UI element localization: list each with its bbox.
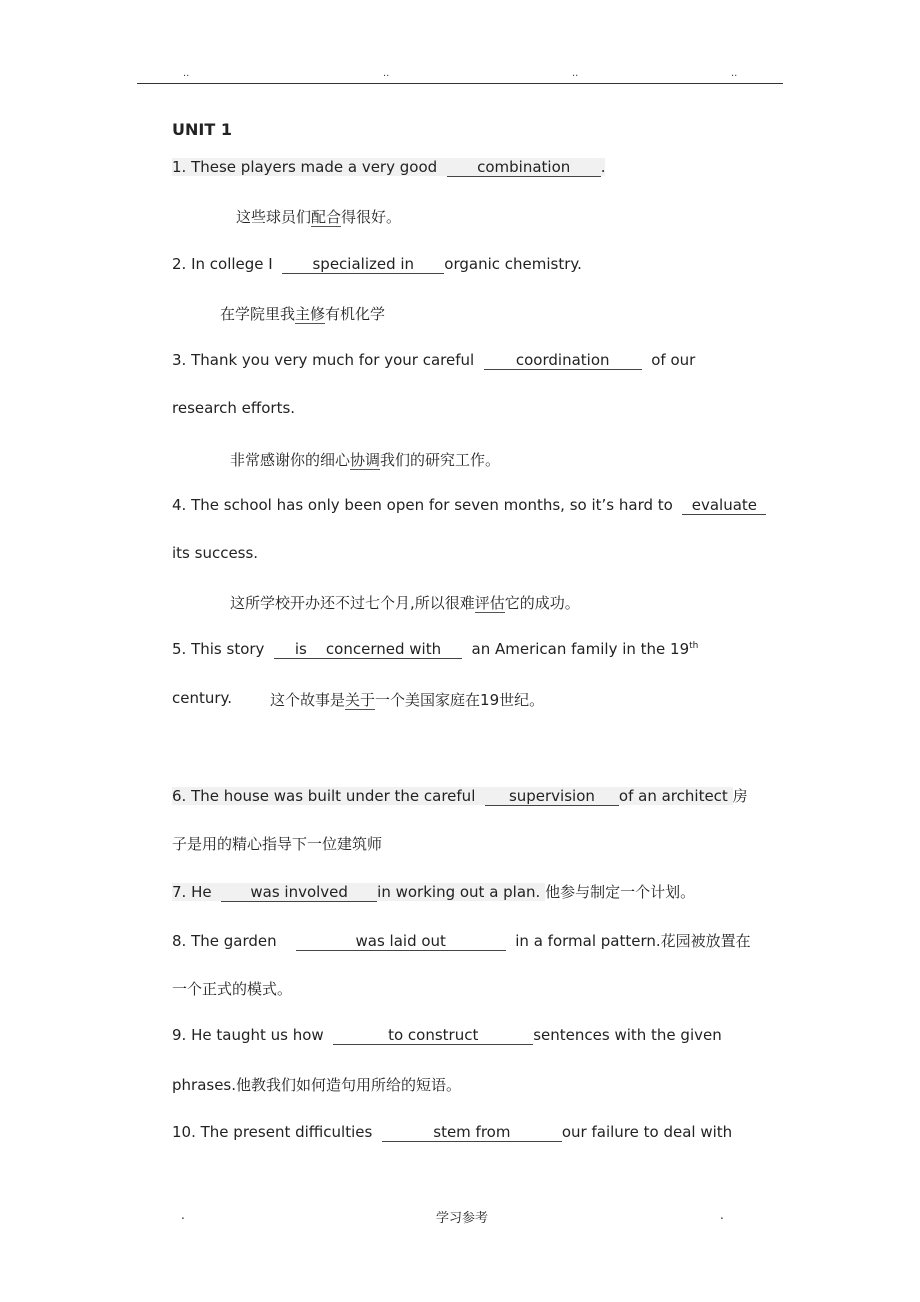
item-text-post: of our — [651, 351, 696, 369]
item-text-post: organic chemistry. — [444, 255, 582, 273]
header-rule — [137, 83, 783, 84]
item-number: 10. — [172, 1123, 196, 1141]
item-number: 8. — [172, 932, 187, 950]
answer-blank: combination — [447, 159, 601, 177]
exercise-item-7 — [172, 881, 695, 902]
item-number: 4. — [172, 496, 187, 514]
translation-key-term: 主修 — [295, 305, 326, 323]
answer-blank: stem from — [382, 1124, 562, 1142]
footer-dot: . — [720, 1208, 724, 1222]
item-text-pre: The garden — [191, 932, 277, 950]
exercise-item-5 — [172, 640, 698, 659]
translation-inline: 房 — [732, 787, 748, 805]
header-dot: .. — [731, 68, 738, 79]
header-dot: .. — [183, 68, 190, 79]
translation-2: 在学院里我主修有机化学 — [220, 305, 386, 323]
item-text-post: in working out a plan. — [377, 883, 541, 901]
answer-blank: evaluate — [682, 497, 766, 515]
translation-6: 子是用的精心指导下一位建筑师 — [172, 835, 383, 853]
item-number: 3. — [172, 351, 187, 369]
item-text-pre: This story — [191, 640, 265, 658]
item-number: 9. — [172, 1026, 187, 1044]
superscript: th — [689, 641, 699, 651]
item-text-post: sentences with the given — [533, 1026, 722, 1044]
header-dot: .. — [383, 68, 390, 79]
answer-blank: is concerned with — [274, 641, 462, 659]
answer-blank: specialized in — [282, 256, 444, 274]
answer-blank: was laid out — [296, 933, 506, 951]
translation-inline: 花园被放置在 — [660, 932, 751, 950]
translation-key-term: 配合 — [311, 208, 342, 226]
item-text-post: of an architect — [618, 787, 728, 805]
translation-inline: 他参与制定一个计划。 — [545, 883, 696, 901]
footer-text: 学习参考 — [436, 1211, 489, 1226]
item-number: 7. — [172, 883, 187, 901]
item-text-post: . — [600, 158, 606, 176]
header-dot: .. — [572, 68, 579, 79]
item-text-pre: The house was built under the careful — [191, 787, 476, 805]
answer-blank: to construct — [333, 1027, 533, 1045]
exercise-item-6 — [172, 785, 748, 806]
item-continuation-5: century. — [172, 689, 233, 707]
footer-dot: . — [181, 1208, 185, 1222]
translation-1: 这些球员们配合得很好。 — [236, 208, 402, 226]
item-text-pre: In college I — [191, 255, 273, 273]
exercise-item-10 — [172, 1123, 732, 1142]
item-text-pre: He taught us how — [191, 1026, 324, 1044]
item-continuation-text: phrases. — [172, 1076, 237, 1094]
item-continuation-9 — [172, 1074, 461, 1095]
item-text-post: an American family in the 19 — [471, 640, 690, 658]
translation-key-term: 关于 — [345, 691, 376, 709]
exercise-item-2 — [172, 255, 582, 274]
exercise-item-9 — [172, 1026, 722, 1045]
translation-8: 一个正式的模式。 — [172, 980, 293, 998]
item-number: 2. — [172, 255, 187, 273]
item-text-pre: These players made a very good — [191, 158, 438, 176]
item-text-post: in a formal pattern. — [515, 932, 661, 950]
item-text-pre: He — [191, 883, 212, 901]
answer-blank: supervision — [485, 788, 619, 806]
item-continuation-4: its success. — [172, 544, 259, 562]
exercise-item-8 — [172, 930, 751, 951]
item-number: 1. — [172, 158, 187, 176]
translation-key-term: 协调 — [350, 451, 381, 469]
translation-4: 这所学校开办还不过七个月,所以很难评估它的成功。 — [230, 594, 580, 612]
exercise-item-1 — [172, 158, 605, 177]
translation-5: 这个故事是关于一个美国家庭在19世纪。 — [270, 691, 545, 709]
item-continuation-3: research efforts. — [172, 399, 296, 417]
translation-9: 他教我们如何造句用所给的短语。 — [236, 1076, 462, 1094]
item-number: 6. — [172, 787, 187, 805]
answer-blank: was involved — [221, 884, 377, 902]
answer-blank: coordination — [484, 352, 642, 370]
unit-title: UNIT 1 — [172, 120, 232, 139]
item-text-pre: Thank you very much for your careful — [191, 351, 475, 369]
translation-key-term: 评估 — [474, 594, 505, 612]
item-text-pre: The school has only been open for seven months, so it’s hard to — [191, 496, 673, 514]
exercise-item-4 — [172, 496, 766, 515]
item-text-pre: The present difficulties — [200, 1123, 373, 1141]
item-number: 5. — [172, 640, 187, 658]
exercise-item-3 — [172, 351, 695, 370]
translation-3: 非常感谢你的细心协调我们的研究工作。 — [230, 451, 501, 469]
item-text-post: our failure to deal with — [561, 1123, 733, 1141]
